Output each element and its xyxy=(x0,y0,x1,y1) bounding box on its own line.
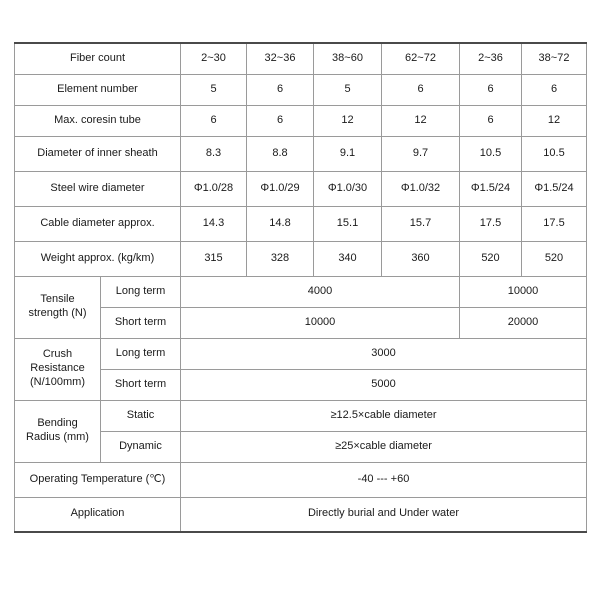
table-row xyxy=(15,241,587,276)
specification-table-container xyxy=(14,42,586,533)
cell-cable-diameter-6: 17.5 xyxy=(522,206,587,241)
cell-diameter-inner-sheath-4: 9.7 xyxy=(382,136,460,171)
cell-cable-diameter-2: 14.8 xyxy=(247,206,314,241)
cell-max-coresin-tube-2: 6 xyxy=(247,105,314,136)
table-row xyxy=(15,136,587,171)
cell-fiber-count-6: 38~72 xyxy=(522,43,587,74)
cell-tensile-long-term-right: 10000 xyxy=(460,276,587,307)
table-row xyxy=(15,105,587,136)
sub-label-crush-short-term: Short term xyxy=(101,369,181,400)
cell-bending-dynamic: ≥25×cable diameter xyxy=(181,431,587,462)
cell-diameter-inner-sheath-5: 10.5 xyxy=(460,136,522,171)
cell-weight-6: 520 xyxy=(522,241,587,276)
cell-diameter-inner-sheath-3: 9.1 xyxy=(314,136,382,171)
cell-cable-diameter-1: 14.3 xyxy=(181,206,247,241)
cell-max-coresin-tube-5: 6 xyxy=(460,105,522,136)
cell-bending-static: ≥12.5×cable diameter xyxy=(181,400,587,431)
cell-diameter-inner-sheath-2: 8.8 xyxy=(247,136,314,171)
cell-element-number-2: 6 xyxy=(247,74,314,105)
row-label-steel-wire-diameter: Steel wire diameter xyxy=(15,171,181,206)
table-row xyxy=(15,307,587,338)
cell-element-number-6: 6 xyxy=(522,74,587,105)
row-label-weight: Weight approx. (kg/km) xyxy=(15,241,181,276)
row-label-max-coresin-tube: Max. coresin tube xyxy=(15,105,181,136)
table-row xyxy=(15,431,587,462)
cell-crush-long-term: 3000 xyxy=(181,338,587,369)
cell-weight-2: 328 xyxy=(247,241,314,276)
row-label-cable-diameter: Cable diameter approx. xyxy=(15,206,181,241)
row-label-bending-radius: Bending Radius (mm) xyxy=(15,400,101,462)
cell-steel-wire-diameter-3: Φ1.0/30 xyxy=(314,171,382,206)
table-row xyxy=(15,462,587,497)
cell-cable-diameter-5: 17.5 xyxy=(460,206,522,241)
cell-steel-wire-diameter-2: Φ1.0/29 xyxy=(247,171,314,206)
cell-max-coresin-tube-3: 12 xyxy=(314,105,382,136)
sub-label-crush-long-term: Long term xyxy=(101,338,181,369)
sub-label-tensile-long-term: Long term xyxy=(101,276,181,307)
cell-weight-1: 315 xyxy=(181,241,247,276)
cell-application: Directly burial and Under water xyxy=(181,497,587,532)
cell-weight-5: 520 xyxy=(460,241,522,276)
table-row xyxy=(15,74,587,105)
cell-element-number-3: 5 xyxy=(314,74,382,105)
cell-element-number-5: 6 xyxy=(460,74,522,105)
sub-label-bending-dynamic: Dynamic xyxy=(101,431,181,462)
table-row xyxy=(15,276,587,307)
cell-steel-wire-diameter-4: Φ1.0/32 xyxy=(382,171,460,206)
cell-cable-diameter-3: 15.1 xyxy=(314,206,382,241)
row-label-crush-resistance: Crush Resistance (N/100mm) xyxy=(15,338,101,400)
table-row xyxy=(15,43,587,74)
row-label-diameter-inner-sheath: Diameter of inner sheath xyxy=(15,136,181,171)
cell-diameter-inner-sheath-1: 8.3 xyxy=(181,136,247,171)
cell-max-coresin-tube-4: 12 xyxy=(382,105,460,136)
cell-operating-temperature: -40 --- +60 xyxy=(181,462,587,497)
table-row xyxy=(15,497,587,532)
cell-steel-wire-diameter-5: Φ1.5/24 xyxy=(460,171,522,206)
cell-fiber-count-3: 38~60 xyxy=(314,43,382,74)
cell-cable-diameter-4: 15.7 xyxy=(382,206,460,241)
sub-label-tensile-short-term: Short term xyxy=(101,307,181,338)
table-row xyxy=(15,206,587,241)
table-row xyxy=(15,338,587,369)
row-label-operating-temperature: Operating Temperature (℃) xyxy=(15,462,181,497)
sub-label-bending-static: Static xyxy=(101,400,181,431)
cell-fiber-count-4: 62~72 xyxy=(382,43,460,74)
row-label-application: Application xyxy=(15,497,181,532)
cell-element-number-1: 5 xyxy=(181,74,247,105)
cell-max-coresin-tube-6: 12 xyxy=(522,105,587,136)
cell-crush-short-term: 5000 xyxy=(181,369,587,400)
cable-specification-table xyxy=(14,42,587,533)
cell-tensile-short-term-right: 20000 xyxy=(460,307,587,338)
table-row xyxy=(15,369,587,400)
cell-weight-3: 340 xyxy=(314,241,382,276)
cell-fiber-count-5: 2~36 xyxy=(460,43,522,74)
table-row xyxy=(15,400,587,431)
cell-fiber-count-1: 2~30 xyxy=(181,43,247,74)
cell-fiber-count-2: 32~36 xyxy=(247,43,314,74)
cell-max-coresin-tube-1: 6 xyxy=(181,105,247,136)
table-row xyxy=(15,171,587,206)
cell-tensile-long-term-left: 4000 xyxy=(181,276,460,307)
cell-element-number-4: 6 xyxy=(382,74,460,105)
cell-steel-wire-diameter-1: Φ1.0/28 xyxy=(181,171,247,206)
cell-tensile-short-term-left: 10000 xyxy=(181,307,460,338)
row-label-tensile-strength: Tensile strength (N) xyxy=(15,276,101,338)
row-label-fiber-count: Fiber count xyxy=(15,43,181,74)
cell-diameter-inner-sheath-6: 10.5 xyxy=(522,136,587,171)
cell-weight-4: 360 xyxy=(382,241,460,276)
row-label-element-number: Element number xyxy=(15,74,181,105)
cell-steel-wire-diameter-6: Φ1.5/24 xyxy=(522,171,587,206)
